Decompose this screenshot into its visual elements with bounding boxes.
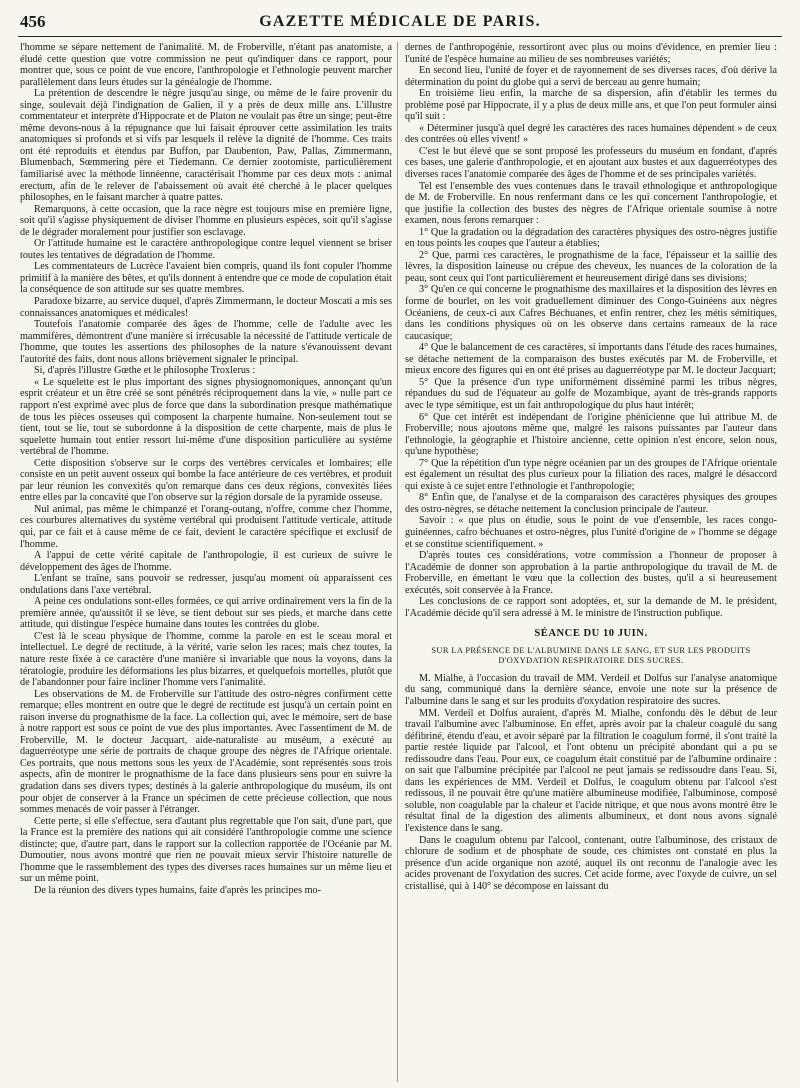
paragraph: C'est le but élevé que se sont proposé les professeurs du muséum en fondant, d'après ces bases, une galerie d'anthropologie, et en ajoutant aux bustes et aux daguerréotypes des diverses races l'anatomie comparée des âges de l'homme et de ses principales variétés. [405, 145, 777, 181]
paragraph: Les conclusions de ce rapport sont adoptées, et, sur la demande de M. le président, l'Académie décide qu'il sera adressé à M. le ministre de l'instruction publique. [405, 596, 777, 619]
paragraph: Les commentateurs de Lucrèce l'avaient bien compris, quand ils font copuler l'homme primitif à la manière des bêtes, et qu'ils donnent à entendre que ce mode de copulation était la conséquence de son attitude sur ses quatre membres. [20, 261, 392, 296]
paragraph: En second lieu, l'unité de foyer et de rayonnement de ses diverses races, d'où dérive la détermination du point du globe qui a servi de berceau au genre humain; [405, 65, 777, 88]
paragraph: 1° Que la gradation ou la dégradation des caractères physiques des ostro-nègres justifie en tous points les coupes que l'auteur a établies; [405, 226, 777, 250]
paragraph: 8° Enfin que, de l'analyse et de la comparaison des caractères physiques des groupes des ostro-nègres, se détache nettement la conclusion principale de l'auteur. [405, 492, 777, 515]
paragraph: 7° Que la répétition d'un type nègre océanien par un des groupes de l'Afrique orientale est également un résultat des plus curieux pour la filiation des races, malgré le désaccord qui existe à ce sujet entre l'ethnologie et l'anthropologie; [405, 457, 777, 492]
paragraph: Or l'attitude humaine est le caractère anthropologique contre lequel viennent se briser toutes les tentatives de dégradation de l'homme. [20, 238, 392, 261]
paragraph: M. Mialhe, à l'occasion du travail de MM. Verdeil et Dolfus sur l'analyse anatomique du sang, communiqué dans la dernière séance, envoie une note sur la présence de l'albumine dans le sang et sur les produits d'oxydation respiratoire des sucres. [405, 672, 777, 707]
paragraph: 3° Qu'en ce qui concerne le prognathisme des maxillaires et la disposition des lèvres en forme de bourlet, on les voit graduellement diminuer des Congo-Guinéens aux nègres Océaniens, de ceux-ci aux Cafres Béchuanes, et enfin rentrer, chez les métis sémitiques, dans les conditions physiques où on les observe dans certains rameaux de la race caucasique; [405, 284, 777, 342]
paragraph: Tel est l'ensemble des vues contenues dans le travail ethnologique et anthropologique de M. de Froberville. En nous renfermant dans ce les qui concernent l'anthropologie, et que justifie la collection des bustes des nègres de l'Afrique orientale soumise à notre examen, nous ferons remarquer : [405, 180, 777, 227]
page-number: 456 [20, 12, 46, 31]
paragraph: Dans le coagulum obtenu par l'alcool, contenant, outre l'albuminose, des cristaux de chlorure de sodium et de phosphate de soude, ces chimistes ont constaté en plus la présence d'un acide organique non azoté, auquel ils ont reconnu de l'analogie avec les acides provenant de l'oxydation des sucres. Cet acide forme, avec l'oxyde de cuivre, un sel cristallisé, qui à 140° se décompose en laissant du [405, 834, 777, 892]
paragraph: « Le squelette est le plus important des signes physiognomoniques, annonçant qu'un esprit créateur et un être créé se sont pénétrés réciproquement dans la vie, » nulle part ce rapport n'est exprimé avec plus de force que dans la subordination presque mathématique de tous les pièces osseuses qui composent la charpente humaine. Non-seulement tout se tient, tout se lie, tout se subordonne à la disposition de cette charpente, mais de plus le squelette humain tout entier ressort lui-même d'une disposition particulière au système vertébral de l'homme. [20, 376, 392, 458]
section-heading: SÉANCE DU 10 JUIN. [534, 628, 648, 640]
paragraph: Remarquons, à cette occasion, que la race nègre est toujours mise en première ligne, soit qu'il s'agisse physiquement de diviser l'homme en plusieurs espèces, soit qu'il s'agisse de le dégrader moralement pour justifier son esclavage. [20, 203, 392, 238]
page-header [18, 8, 782, 36]
paragraph: A peine ces ondulations sont-elles formées, ce qui arrive ordinairement vers la fin de la première année, qu'aussitôt il se lève, se tient debout sur ses pieds, et marche dans cette attitude, qui distingue l'espèce humaine dans toutes les contrées du globe. [20, 596, 392, 631]
paragraph: C'est là le sceau physique de l'homme, comme la parole en est le sceau moral et intellectuel. Le degré de rectitude, à la vérité, varie selon les races; mais chez toutes, la nature reste fixée à ce caractère d'une manière si invariable que nous la voyons, dans la tératologie, produire les déformations les plus bizarres, et quelquefois mortelles, plutôt que de l'abandonner pour faire incliner l'homme vers l'animalité. [20, 630, 392, 689]
paragraph: A l'appui de cette vérité capitale de l'anthropologie, il est curieux de suivre le développement des âges de l'homme. [20, 550, 392, 573]
paragraph: D'après toutes ces considérations, votre commission a l'honneur de proposer à l'Académie de donner son approbation à la partie anthropologique du travail de M. de Froberville, en émettant le vœu que la collection des bustes, qu'il a si heureusement exécutés, soit conservée à la France. [405, 550, 777, 596]
paragraph: l'homme se sépare nettement de l'animalité. M. de Froberville, n'étant pas anatomiste, a éludé cette question que votre commission ne peut qu'indiquer dans ce rapport, pour montrer que, sous ce point de vue encore, l'anthropologie et l'ethnologie peuvent marcher parallèlement dans leurs études sur la généalogie de l'homme. [20, 42, 392, 88]
column-divider [397, 42, 398, 1082]
paragraph: Les observations de M. de Froberville sur l'attitude des ostro-nègres confirment cette remarque; elles montrent en outre que le degré de rectitude est jusqu'à un certain point en raison inverse du prognathisme de la face. La collection qui, avec le mémoire, sert de base à notre rapport est sous ce point de vue des plus importantes. Avec l'assentiment de M. de Froberville, M. le docteur Jacquart, aide-naturaliste au muséum, a exécuté au daguerréotype une série de portraits de chaque groupe des nègres de l'Afrique orientale. Ces portraits, que nous mettons sous les yeux de l'Académie, sont représentés sous trois aspects, afin de montrer le prognathisme de la face dans plusieurs sens pour en suivre la gradation dans ses divers types; destinés à la galerie anthropologique du muséum, ils ont pour objet de conserver à la France un spécimen de cette précieuse collection, que nous sommes menacés de voir passer à l'étranger. [20, 688, 392, 816]
paragraph: dernes de l'anthropogénie, ressortiront avec plus ou moins d'évidence, en premier lieu : l'unité de l'espèce humaine au milieu de ses nombreuses variétés; [405, 42, 777, 65]
paragraph: Cette disposition s'observe sur le corps des vertèbres cervicales et lombaires; elle consiste en un petit auvent osseux qui bombe la face antérieure de ces vertèbres, et produit par leur réunion les convexités qu'on remarque dans ces deux régions, convexités liées entre elles par la concavité que l'on observe sur la région dorsale de la pyramide osseuse. [20, 457, 392, 504]
paragraph: « Déterminer jusqu'à quel degré les caractères des races humaines dépendent » de ceux des contrées où elles vivent! » [405, 122, 777, 146]
paragraph: 2° Que, parmi ces caractères, le prognathisme de la face, l'épaisseur et la saillie des lèvres, la disposition laineuse ou crépue des cheveux, les nuances de la coloration de la peau, sont ceux qui l'ont particulièrement et heureusement dirigé dans ses divisions; [405, 249, 777, 284]
left-column [20, 42, 392, 1082]
journal-title: GAZETTE MÉDICALE DE PARIS. [259, 13, 541, 30]
paragraph: 6° Que cet intérêt est indépendant de l'origine phénicienne que lui attribue M. de Froberville; nous ajoutons même que, malgré les raisons puissantes par l'auteur dans l'ethnologie, la géographie et l'histoire ancienne, cette opinion n'est encore, selon nous, qu'une hypothèse; [405, 411, 777, 458]
paragraph: L'enfant se traîne, sans pouvoir se redresser, jusqu'au moment où apparaissent ces ondulations dans l'axe vertébral. [20, 573, 392, 596]
paragraph: 5° Que la présence d'un type uniformément disséminé parmi les tribus nègres, répandues du sud de l'équateur au golfe de Mozambique, ayant de très-grands rapports avec le type sémitique, est un fait anthropologique du plus haut intérêt; [405, 376, 777, 411]
paragraph: Savoir : « que plus on étudie, sous le point de vue d'ensemble, les races congo-guinéennes, cafro béchuanes et ostro-nègres, plus l'unité d'origine de » l'homme se dégage et se constitue scientifiquement. » [405, 515, 777, 550]
paragraph: MM. Verdeil et Dolfus auraient, d'après M. Mialhe, confondu dès le début de leur travail l'albumine avec l'albuminose. En effet, après avoir par la chaleur coagulé du sang défibriné, étendu d'eau, et avoir séparé par la filtration le coagulum formé, il s'ont traité la partie restée liquide par l'alcool, et l'ont obtenu un précipité abondant qui a pu se redissoudre dans l'eau. Pour eux, ce coagulum était constitué par de l'albumine ordinaire : on sait que l'albumine précipitée par l'alcool ne peut jamais se redissoudre dans l'eau. Si, dans les expériences de MM. Verdeil et Dolfus, le coagulum obtenu par l'alcool s'est redissous, il ne pouvait être qu'une matière albumineuse modifiée, l'albuminose, composé soluble, non coagulable par la chaleur et l'acide nitrique, et que nous avons montré être le résultat final de la digestion des aliments albumineux, et dont nous avons signalé l'existence dans le sang. [405, 707, 777, 834]
paragraph: La prétention de descendre le nègre jusqu'au singe, ou même de le faire provenir du singe, soulevait déjà l'indignation de Galien, il y a près de deux mille ans. L'illustre commentateur et interprète d'Hippocrate et de Platon ne voulait pas être un singe; peut-être même devons-nous à la répugnance que lui faisait éprouver cette assimilation les traits anatomiques si profonds et si vifs par lesquels il relève la dignité de l'homme. Ces traits ont été reproduits et étendus par Buffon, par Daubenton, Paw, Pallas, Zimmermann, Blumenbach, Sœmmering père et Tiedemann. Ce dernier zootomiste, particulièrement familiarisé avec la méthode linnéenne, caractérisait l'homme par ces deux mots : animal erectum, afin de le relever de l'abaissement où avait été cherché à le placer quelques philosophes, en le faisant marcher à quatre pattes. [20, 88, 392, 204]
paragraph: De la réunion des divers types humains, faite d'après les principes mo- [34, 884, 322, 896]
paragraph: Nul animal, pas même le chimpanzé et l'orang-outang, n'offre, comme chez l'homme, ces courbures alternatives du système vertébral qui produisent l'attitude verticale, attitude qui, par ce fait et à cause même de ce fait, devient le caractère spécifique et exclusif de l'homme. [20, 503, 392, 550]
section-subheading: SUR LA PRÉSENCE DE L'ALBUMINE DANS LE SANG, ET SUR LES PRODUITS D'OXYDATION RESPIRATOIRE DES SUCRES. [431, 645, 751, 666]
paragraph: Toutefois l'anatomie comparée des âges de l'homme, celle de l'adulte avec les mammifères, démontrent d'une manière si irrécusable la nécessité de l'attitude verticale de l'homme, que toutes les assertions des philosophes de la nature s'évanouissent devant l'autorité des faits, dont nous allons brièvement signaler le principal. [20, 319, 392, 365]
right-column [405, 42, 777, 1082]
header-rule [18, 36, 782, 37]
paragraph: Paradoxe bizarre, au service duquel, d'après Zimmermann, le docteur Moscati a mis ses connaissances anatomiques et médicales! [20, 296, 392, 319]
paragraph: Cette perte, si elle s'effectue, sera d'autant plus regrettable que l'on sait, d'une part, que la France est la première des nations qui ait considéré l'anthropologie comme une science distincte; que, d'autre part, dans le rapport sur la collection rapportée de l'Océanie par M. Dumoutier, nous avons montré que rien ne pouvait mieux servir l'histoire naturelle de l'homme que le rassemblement des types des diverses races humaines sur un même lieu et sur un même point. [20, 815, 392, 885]
paragraph: En troisième lieu enfin, la marche de sa dispersion, afin d'établir les termes du problème posé par Hippocrate, il y a plus de deux mille ans, et que l'on peut formuler ainsi qu'il suit : [405, 88, 777, 123]
paragraph: 4° Que le balancement de ces caractères, si importants dans l'étude des races humaines, se détache nettement de la comparaison des bustes exécutés par M. de Froberville, et mieux encore des figures qui en ont été prises au daguerréotype par M. le docteur Jacquart; [405, 342, 777, 377]
paragraph: Si, d'après l'illustre Gœthe et le philosophe Troxlerus : [34, 365, 256, 377]
